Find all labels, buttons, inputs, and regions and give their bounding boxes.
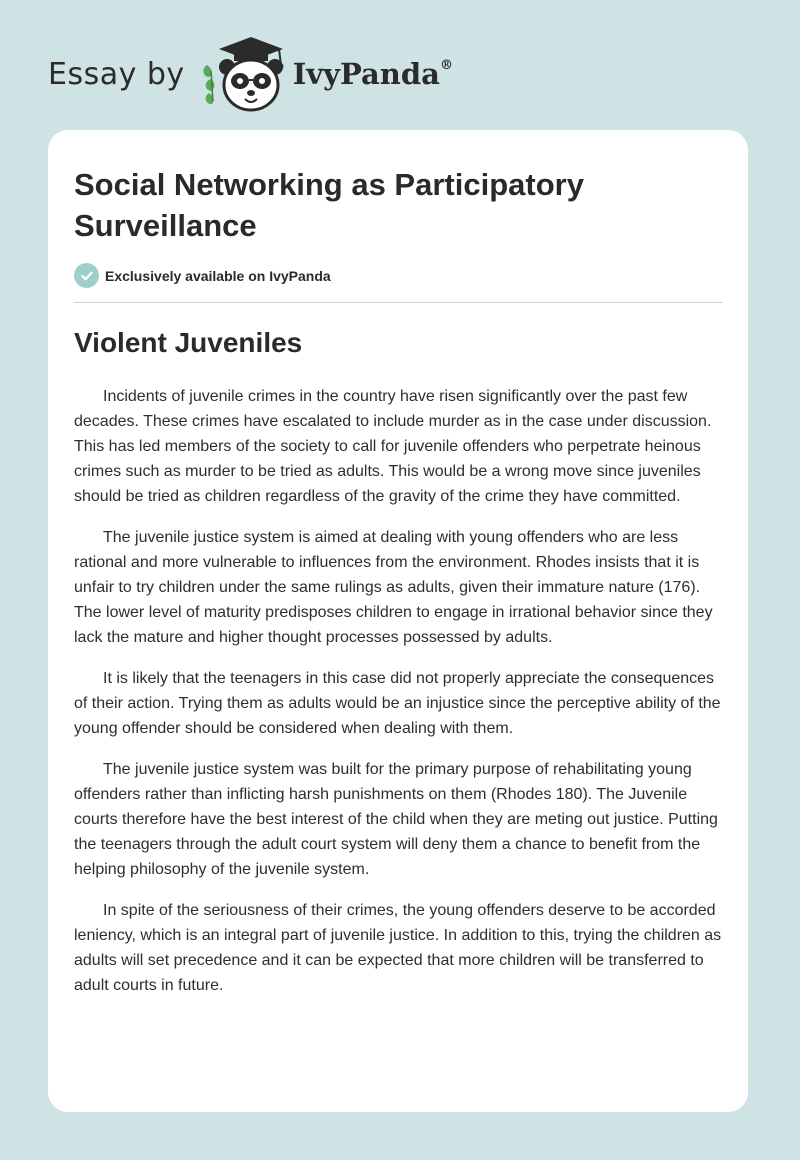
paragraph: Incidents of juvenile crimes in the country have risen significantly over the past few decades. These crimes have escalated to include murder as in the case under discussion. This has led members of the society to call for juvenile offenders who perpetrate heinous crimes such as murder to be tried as adults. This would be a wrong move since juveniles should be tried as children regardless of the gravity of the crime they have committed.: [74, 388, 712, 505]
ivypanda-logo[interactable]: [199, 35, 453, 113]
registered-mark: ®: [439, 58, 453, 74]
paragraph: It is likely that the teenagers in this case did not properly appreciate the consequences of their action. Trying them as adults would be an injustice since the perceptive ability of the young offender should be considered when dealing with them.: [74, 670, 721, 737]
essay-title: Social Networking as Participatory Surveillance: [74, 167, 584, 243]
section-heading: Violent Juveniles: [74, 327, 303, 358]
exclusive-badge: [74, 263, 331, 288]
site-header: [48, 34, 453, 114]
panda-logo-icon: [199, 35, 291, 113]
brand-name-text: IvyPanda: [292, 57, 440, 91]
essay-by-label: Essay by: [48, 56, 185, 92]
essay-card: [48, 130, 748, 1112]
brand-name: [293, 57, 453, 91]
essay-body: [74, 384, 724, 1014]
paragraph: The juvenile justice system is aimed at dealing with young offenders who are less rational and more vulnerable to influences from the environment. Rhodes insists that it is unfair to try children under the same rulings as adults, given their immature nature (176). The lower level of maturity predisposes children to engage in irrational behavior since they lack the mature and higher thought processes possessed by adults.: [74, 529, 713, 646]
paragraph: The juvenile justice system was built for the primary purpose of rehabilitating young offenders rather than inflicting harsh punishments on them (Rhodes 180). The Juvenile courts therefore have the best interest of the child when they are meting out justice. Putting the teenagers through the adult court system will deny them a chance to benefit from the helping philosophy of the juvenile system.: [74, 761, 718, 878]
check-icon: [74, 263, 99, 288]
badge-text: Exclusively available on IvyPanda: [105, 267, 331, 284]
divider: [74, 302, 723, 303]
paragraph: In spite of the seriousness of their crimes, the young offenders deserve to be accorded leniency, which is an integral part of juvenile justice. In addition to this, trying the children as adults will set precedence and it can be expected that more children will be transferred to adult courts in future.: [74, 902, 722, 994]
